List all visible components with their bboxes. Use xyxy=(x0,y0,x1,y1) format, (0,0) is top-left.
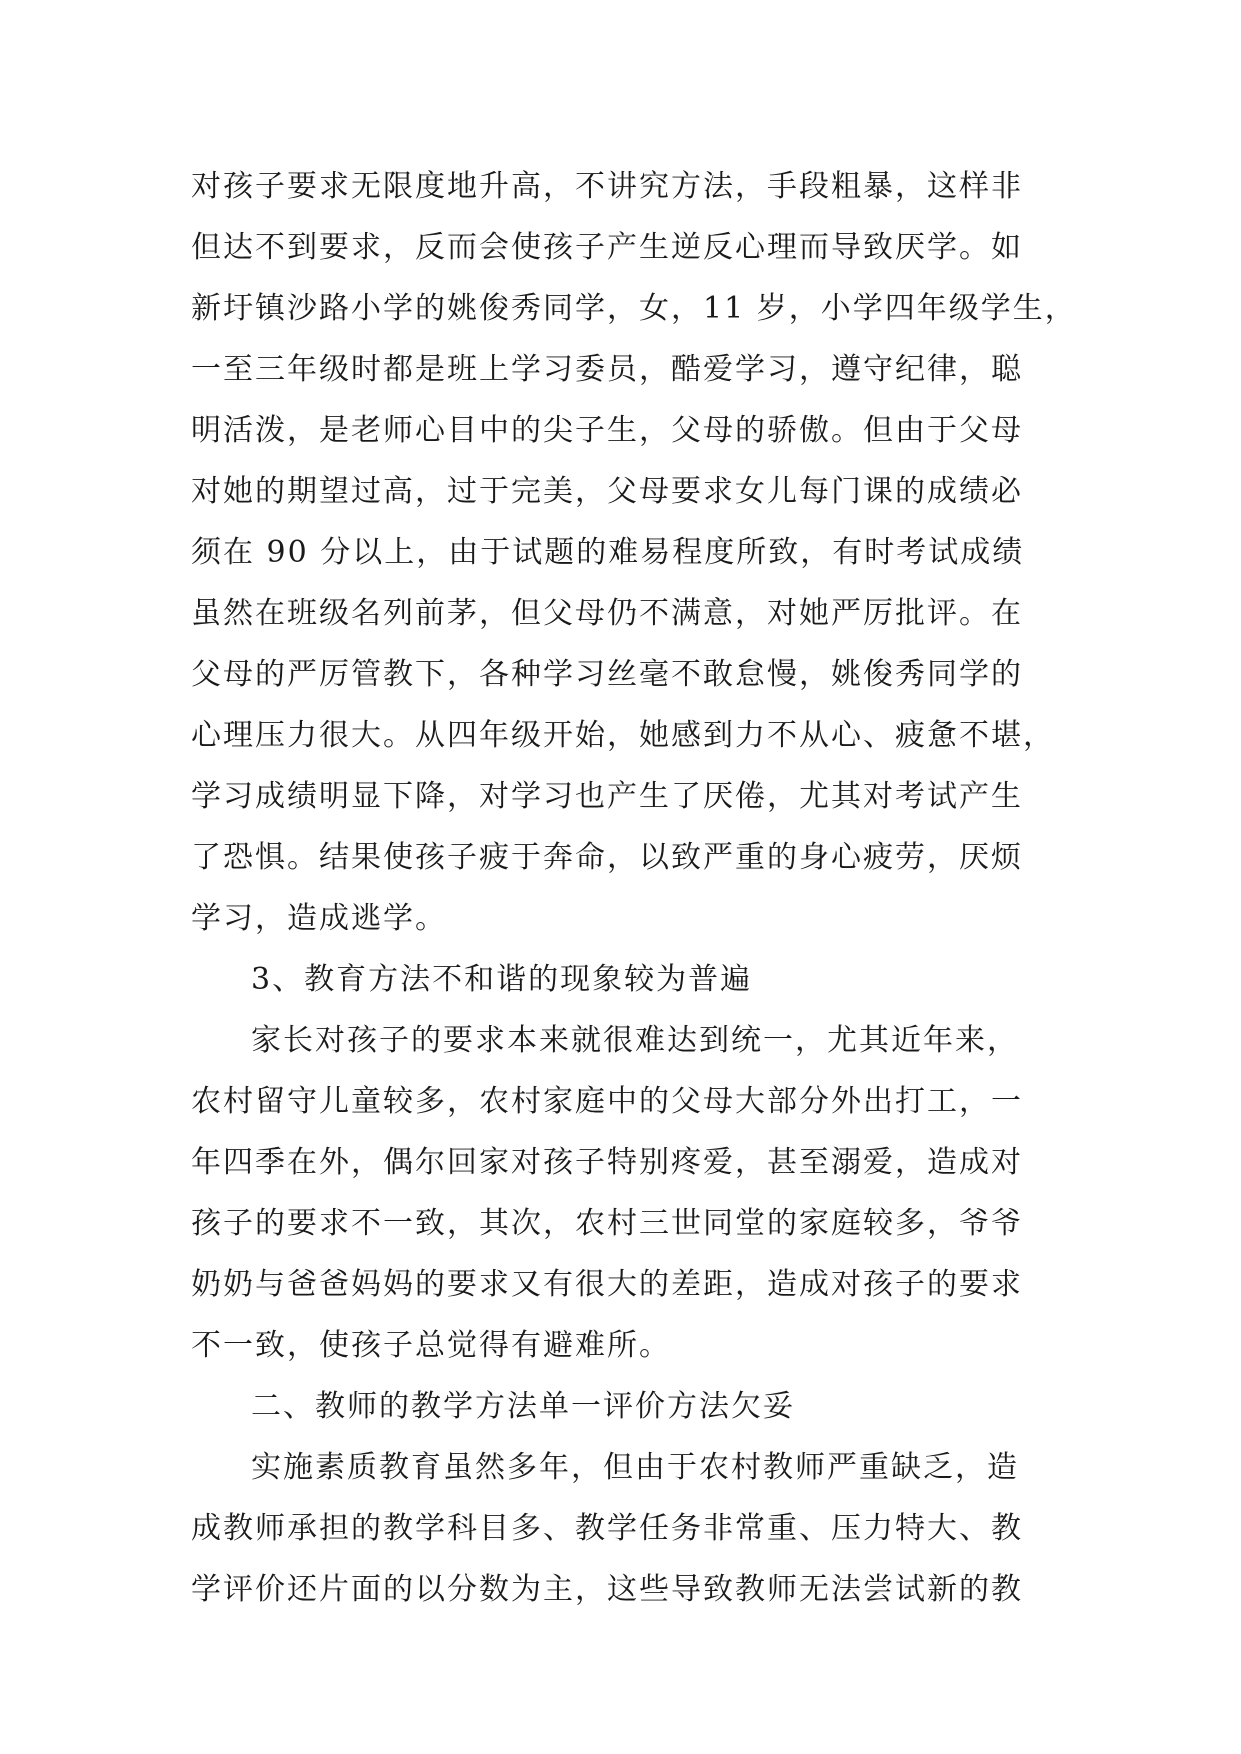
section-heading: 二、教师的教学方法单一评价方法欠妥 xyxy=(251,1389,795,1424)
section-heading: 3、教育方法不和谐的现象较为普遍 xyxy=(251,962,753,997)
text-line: 成教师承担的教学科目多、教学任务非常重、压力特大、教 xyxy=(191,1511,1023,1546)
text-line: 孩子的要求不一致，其次，农村三世同堂的家庭较多，爷爷 xyxy=(191,1206,1023,1241)
text-line: 虽然在班级名列前茅，但父母仍不满意，对她严厉批评。在 xyxy=(191,596,1023,631)
text-line: 须在 90 分以上，由于试题的难易程度所致，有时考试成绩 xyxy=(191,535,1025,570)
text-line: 一至三年级时都是班上学习委员，酷爱学习，遵守纪律，聪 xyxy=(191,352,1023,387)
text-line: 农村留守儿童较多，农村家庭中的父母大部分外出打工，一 xyxy=(191,1084,1023,1119)
text-line: 父母的严厉管教下，各种学习丝毫不敢怠慢，姚俊秀同学的 xyxy=(191,657,1023,692)
text-line: 心理压力很大。从四年级开始，她感到力不从心、疲惫不堪， xyxy=(191,718,1055,753)
text-line: 新圩镇沙路小学的姚俊秀同学，女，11 岁，小学四年级学生， xyxy=(191,291,1077,326)
body-text xyxy=(191,156,1091,1620)
text-line: 了恐惧。结果使孩子疲于奔命，以致严重的身心疲劳，厌烦 xyxy=(191,840,1023,875)
text-line: 学评价还片面的以分数为主，这些导致教师无法尝试新的教 xyxy=(191,1572,1023,1607)
text-line: 明活泼，是老师心目中的尖子生，父母的骄傲。但由于父母 xyxy=(191,413,1023,448)
text-line: 学习成绩明显下降，对学习也产生了厌倦，尤其对考试产生 xyxy=(191,779,1023,814)
text-line: 学习，造成逃学。 xyxy=(191,901,447,936)
text-line: 不一致，使孩子总觉得有避难所。 xyxy=(191,1328,671,1363)
paragraph-first-line: 实施素质教育虽然多年，但由于农村教师严重缺乏，造 xyxy=(251,1450,1019,1485)
text-line: 对她的期望过高，过于完美，父母要求女儿每门课的成绩必 xyxy=(191,474,1023,509)
text-line: 奶奶与爸爸妈妈的要求又有很大的差距，造成对孩子的要求 xyxy=(191,1267,1023,1302)
paragraph-first-line: 家长对孩子的要求本来就很难达到统一，尤其近年来， xyxy=(251,1023,1019,1058)
text-line: 年四季在外，偶尔回家对孩子特别疼爱，甚至溺爱，造成对 xyxy=(191,1145,1023,1180)
text-line: 对孩子要求无限度地升高，不讲究方法，手段粗暴，这样非 xyxy=(191,169,1023,204)
text-line: 但达不到要求，反而会使孩子产生逆反心理而导致厌学。如 xyxy=(191,230,1023,265)
